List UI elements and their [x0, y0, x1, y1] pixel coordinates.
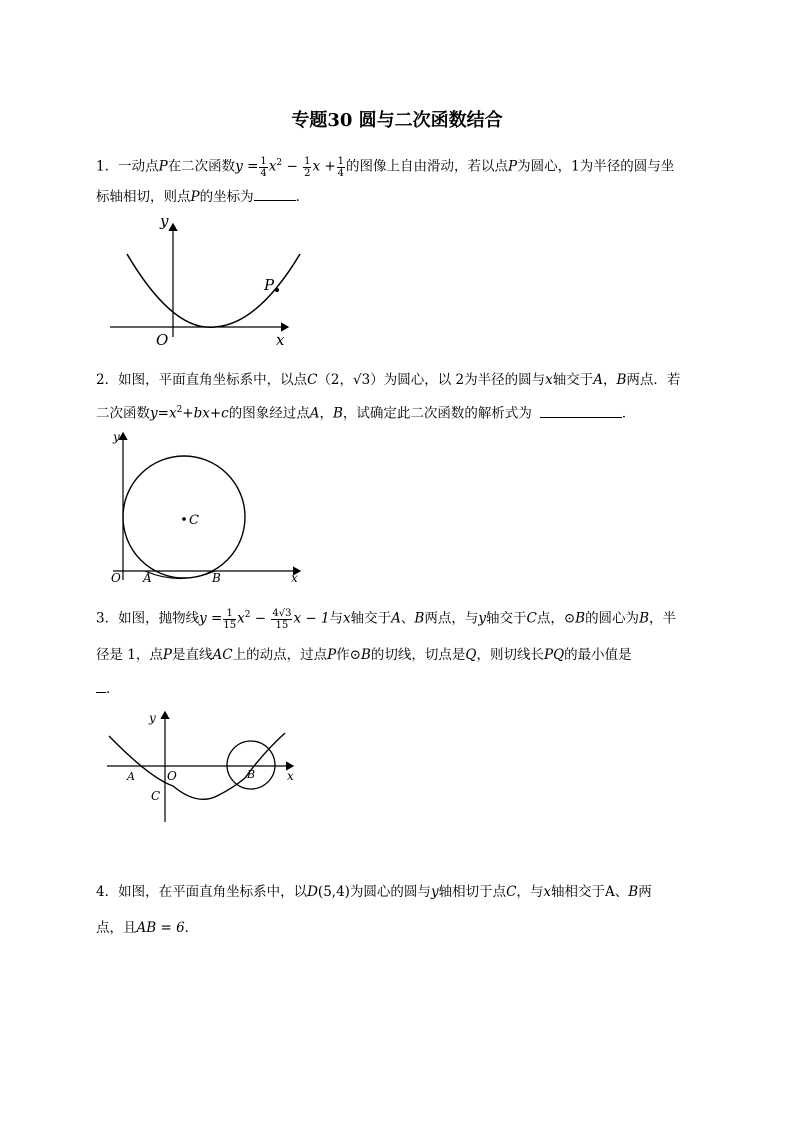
punctuation: 、 — [400, 610, 415, 627]
equation-part: AB = 6 — [136, 920, 185, 936]
line-label: AC — [212, 646, 233, 663]
equation-part: x — [268, 158, 277, 175]
numerator: 1 — [260, 155, 267, 167]
label-p: P — [264, 276, 275, 294]
question-text: 两点．若 — [626, 372, 681, 388]
point-label: D — [307, 884, 318, 900]
question-text: 轴相切于点 — [438, 884, 507, 900]
question-text: 如图，在平面直角坐标系中，以 — [118, 884, 308, 900]
punctuation: ， — [319, 405, 333, 422]
figure-3-parabola-circle — [105, 708, 305, 828]
question-text: 如图，平面直角坐标系中，以点 — [118, 372, 308, 388]
label-c: C — [189, 513, 199, 528]
point-label: A — [605, 884, 615, 900]
point-label: B — [616, 372, 627, 388]
label-y: y — [149, 711, 156, 725]
label-origin: O — [167, 769, 177, 783]
question-text: 如图，抛物线 — [118, 610, 200, 627]
point-label: B — [639, 610, 649, 627]
question-3-line-2 — [96, 640, 700, 670]
question-2 — [96, 365, 700, 429]
denominator: 2 — [304, 167, 311, 179]
question-text: ）为圆心，以 2为半径的圆与 — [370, 372, 546, 388]
question-text: 的切线，切点是 — [370, 646, 466, 663]
point-label: B — [414, 610, 425, 627]
question-text: 作⊙ — [336, 646, 361, 663]
point-label: P — [327, 646, 337, 663]
equation-part: x — [237, 610, 245, 627]
question-text: 二次函数 — [96, 405, 150, 422]
point-label: C — [506, 884, 517, 900]
point-label: A — [593, 372, 603, 388]
punctuation: ． — [621, 405, 636, 422]
label-a: A — [143, 571, 152, 585]
label-x: x — [276, 331, 285, 349]
label-b: B — [212, 571, 221, 585]
point-label: B — [360, 646, 371, 663]
question-1-line-2 — [96, 182, 700, 212]
question-text: 径是 1，点 — [96, 646, 163, 663]
point-label: P — [158, 158, 168, 175]
question-text: 的图象经过点 — [228, 405, 310, 422]
label-b: B — [247, 768, 256, 781]
point-label: P — [190, 188, 200, 205]
variable: x — [545, 372, 553, 388]
question-text: ，与 — [516, 884, 544, 900]
equation-part: +bx+c — [182, 405, 229, 422]
numerator: 4√3 — [272, 607, 292, 619]
point-label: C — [526, 610, 537, 627]
figure-2-circle — [105, 428, 310, 588]
point-label: B — [575, 610, 586, 627]
denominator: 4 — [337, 167, 345, 179]
fraction — [271, 608, 292, 631]
question-2-line-1 — [96, 365, 700, 395]
question-text: ，试确定此二次函数的解析式为 — [342, 405, 532, 422]
exponent: 2 — [176, 405, 183, 415]
question-1 — [96, 148, 700, 212]
punctuation: ． — [295, 188, 310, 205]
question-4-line-2 — [96, 913, 700, 943]
equation-part: y=x — [150, 405, 177, 422]
question-3-line-3 — [96, 674, 700, 704]
question-text: 在二次函数 — [167, 158, 236, 175]
question-text: 上的动点，过点 — [232, 646, 328, 663]
radical: √3 — [353, 372, 371, 388]
coordinate: (5,4) — [317, 884, 350, 900]
question-text: 轴相交于 — [551, 884, 606, 900]
point-label: C — [307, 372, 318, 388]
question-text: 轴交于 — [485, 610, 527, 627]
question-text: 两点，与 — [424, 610, 479, 627]
point-label: P — [508, 158, 518, 175]
question-4 — [96, 877, 700, 943]
point-label: Q — [465, 646, 477, 663]
point-label: B — [628, 884, 639, 900]
question-text: ，则切线长 — [476, 646, 544, 663]
numerator: 1 — [223, 608, 236, 620]
question-text: 两 — [638, 884, 652, 900]
label-a: A — [127, 770, 135, 783]
label-x: x — [291, 571, 298, 585]
question-text: 点，且 — [96, 920, 137, 936]
question-2-line-2 — [96, 395, 700, 429]
point-label: A — [309, 405, 320, 422]
fraction — [303, 156, 311, 179]
question-text: 的坐标为 — [199, 188, 254, 205]
point-label: A — [391, 610, 401, 627]
variable: x — [543, 884, 552, 900]
point-p — [275, 288, 279, 292]
question-number: 4． — [96, 884, 119, 900]
question-text: 的圆心为 — [585, 610, 640, 627]
segment-label: PQ — [543, 646, 565, 663]
denominator: 15 — [223, 619, 237, 631]
variable: y — [430, 884, 439, 900]
question-3-line-1 — [96, 600, 700, 634]
fraction — [337, 156, 345, 179]
answer-blank[interactable] — [254, 200, 296, 201]
question-text: 标轴相切，则点 — [96, 188, 191, 205]
label-y: y — [160, 212, 169, 230]
numerator: 1 — [337, 155, 345, 167]
label-y: y — [113, 430, 120, 444]
question-4-line-1 — [96, 877, 700, 907]
question-3 — [96, 600, 700, 704]
question-number: 1． — [96, 158, 119, 175]
question-text: 的最小值是 — [564, 646, 632, 663]
label-x: x — [287, 769, 294, 783]
denominator: 4 — [260, 167, 267, 179]
answer-blank[interactable] — [96, 692, 106, 693]
point-label: P — [162, 646, 172, 663]
operator: − — [250, 610, 271, 627]
punctuation: 、 — [614, 884, 629, 900]
operator: − — [282, 158, 303, 175]
question-text: 的图像上自由滑动，若以点 — [346, 158, 509, 175]
question-number: 3． — [96, 610, 119, 627]
page-title: 专题30 圆与二次函数结合 — [291, 110, 503, 131]
question-number: 2． — [96, 372, 119, 388]
variable: y — [478, 610, 486, 627]
label-origin: O — [111, 571, 121, 585]
figure-1-parabola — [100, 212, 310, 352]
question-1-line-1 — [96, 148, 700, 182]
circle-b — [227, 741, 275, 789]
circle-c — [123, 456, 245, 578]
punctuation: ． — [184, 920, 199, 936]
exponent: 2 — [244, 610, 251, 620]
answer-blank[interactable] — [540, 417, 622, 418]
variable: x — [343, 610, 351, 627]
numerator: 1 — [304, 155, 311, 167]
question-text: 是直线 — [171, 646, 213, 663]
question-text: 轴交于 — [350, 610, 392, 627]
equation-part: x − 1 — [293, 610, 330, 627]
label-c: C — [151, 789, 161, 803]
question-text: 轴交于 — [552, 372, 594, 388]
denominator: 15 — [275, 619, 289, 631]
exponent: 2 — [276, 158, 283, 168]
punctuation: ． — [106, 680, 120, 697]
equation-part: x + — [312, 158, 336, 175]
punctuation: ， — [603, 372, 617, 388]
center-c — [182, 517, 186, 521]
question-text: 点，⊙ — [536, 610, 576, 627]
question-text: 与 — [329, 610, 344, 627]
question-text: 一动点 — [118, 158, 159, 175]
question-text: 为圆心，1为半径的圆与坐 — [517, 158, 675, 175]
question-text: ，半 — [648, 610, 676, 627]
equation-part: y = — [199, 610, 223, 627]
question-text: 为圆心的圆与 — [349, 884, 431, 900]
question-text: （2， — [317, 372, 354, 388]
fraction — [223, 608, 236, 631]
fraction — [259, 156, 267, 179]
point-label: B — [333, 405, 343, 422]
equation-part: y = — [235, 158, 259, 175]
label-origin: O — [156, 331, 169, 349]
